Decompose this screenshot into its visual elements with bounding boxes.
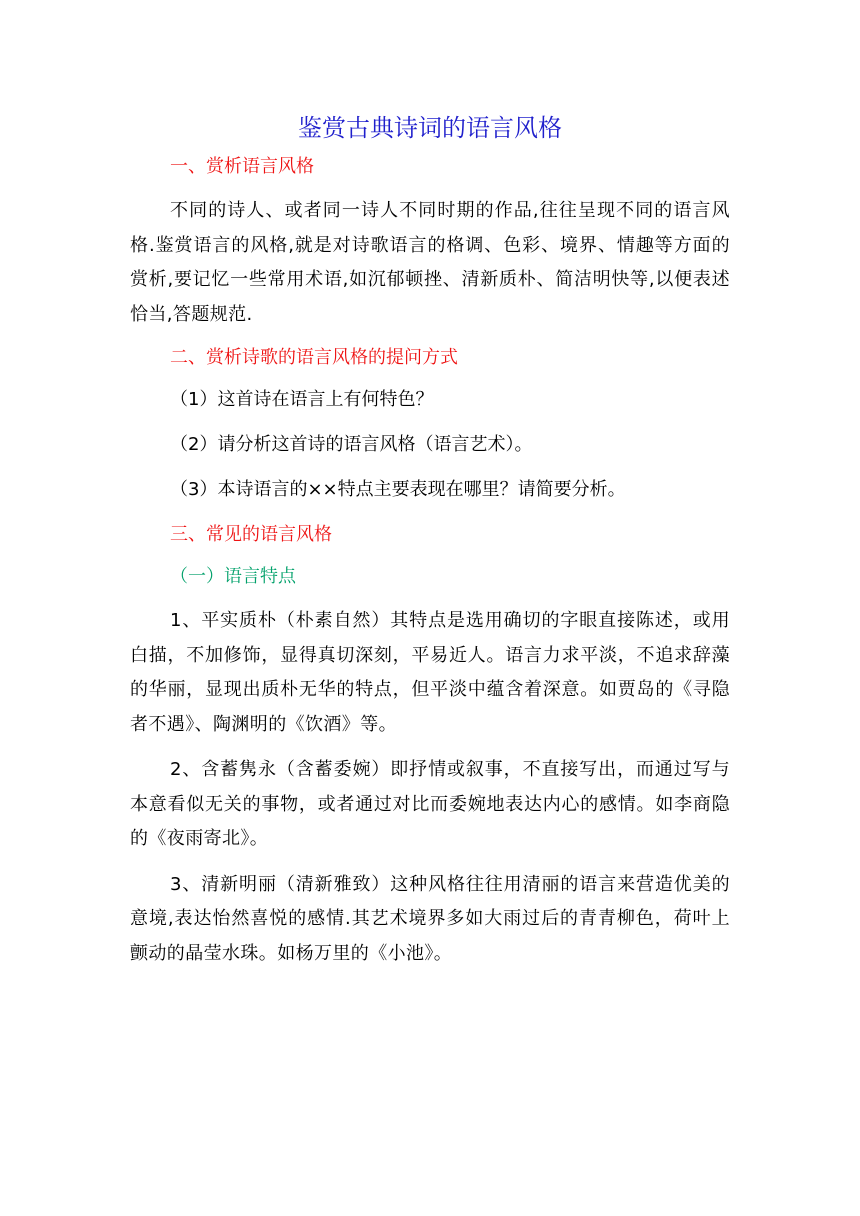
document-page <box>130 108 730 982</box>
question-3: （3）本诗语言的××特点主要表现在哪里？请简要分析。 <box>170 479 626 500</box>
style-item-2: 2、含蓄隽永（含蓄委婉）即抒情或叙事，不直接写出，而通过写与本意看似无关的事物，或者通过对比而委婉地表达内心的感情。如李商隐的《夜雨寄北》。 <box>130 759 730 849</box>
subsection-heading-1: （一）语言特点 <box>170 566 296 587</box>
style-item-3: 3、清新明丽（清新雅致）这种风格往往用清丽的语言来营造优美的意境,表达怡然喜悦的感情.其艺术境界多如大雨过后的青青柳色，荷叶上颤动的晶莹水珠。如杨万里的《小池》。 <box>130 873 730 964</box>
style-item-1: 1、平实质朴（朴素自然）其特点是选用确切的字眼直接陈述，或用白描，不加修饰，显得真切深刻，平易近人。语言力求平淡，不追求辞藻的华丽，显现出质朴无华的特点，但平淡中蕴含着深意。如贾岛的《寻隐者不遇》、陶渊明的《饮酒》等。 <box>130 610 730 735</box>
question-1: （1）这首诗在语言上有何特色？ <box>170 389 434 410</box>
document-title: 鉴赏古典诗词的语言风格 <box>298 114 562 142</box>
section-1-paragraph: 不同的诗人、或者同一诗人不同时期的作品,往往呈现不同的语言风格.鉴赏语言的风格,就是对诗歌语言的格调、色彩、境界、情趣等方面的赏析,要记忆一些常用术语,如沉郁顿挫、清新质朴、简洁明快等,以便表述恰当,答题规范. <box>130 200 730 325</box>
section-heading-3: 三、常见的语言风格 <box>170 524 332 545</box>
section-heading-2: 二、赏析诗歌的语言风格的提问方式 <box>170 347 458 368</box>
section-heading-1: 一、赏析语言风格 <box>170 156 314 177</box>
question-2: （2）请分析这首诗的语言风格（语言艺术）。 <box>170 434 533 455</box>
